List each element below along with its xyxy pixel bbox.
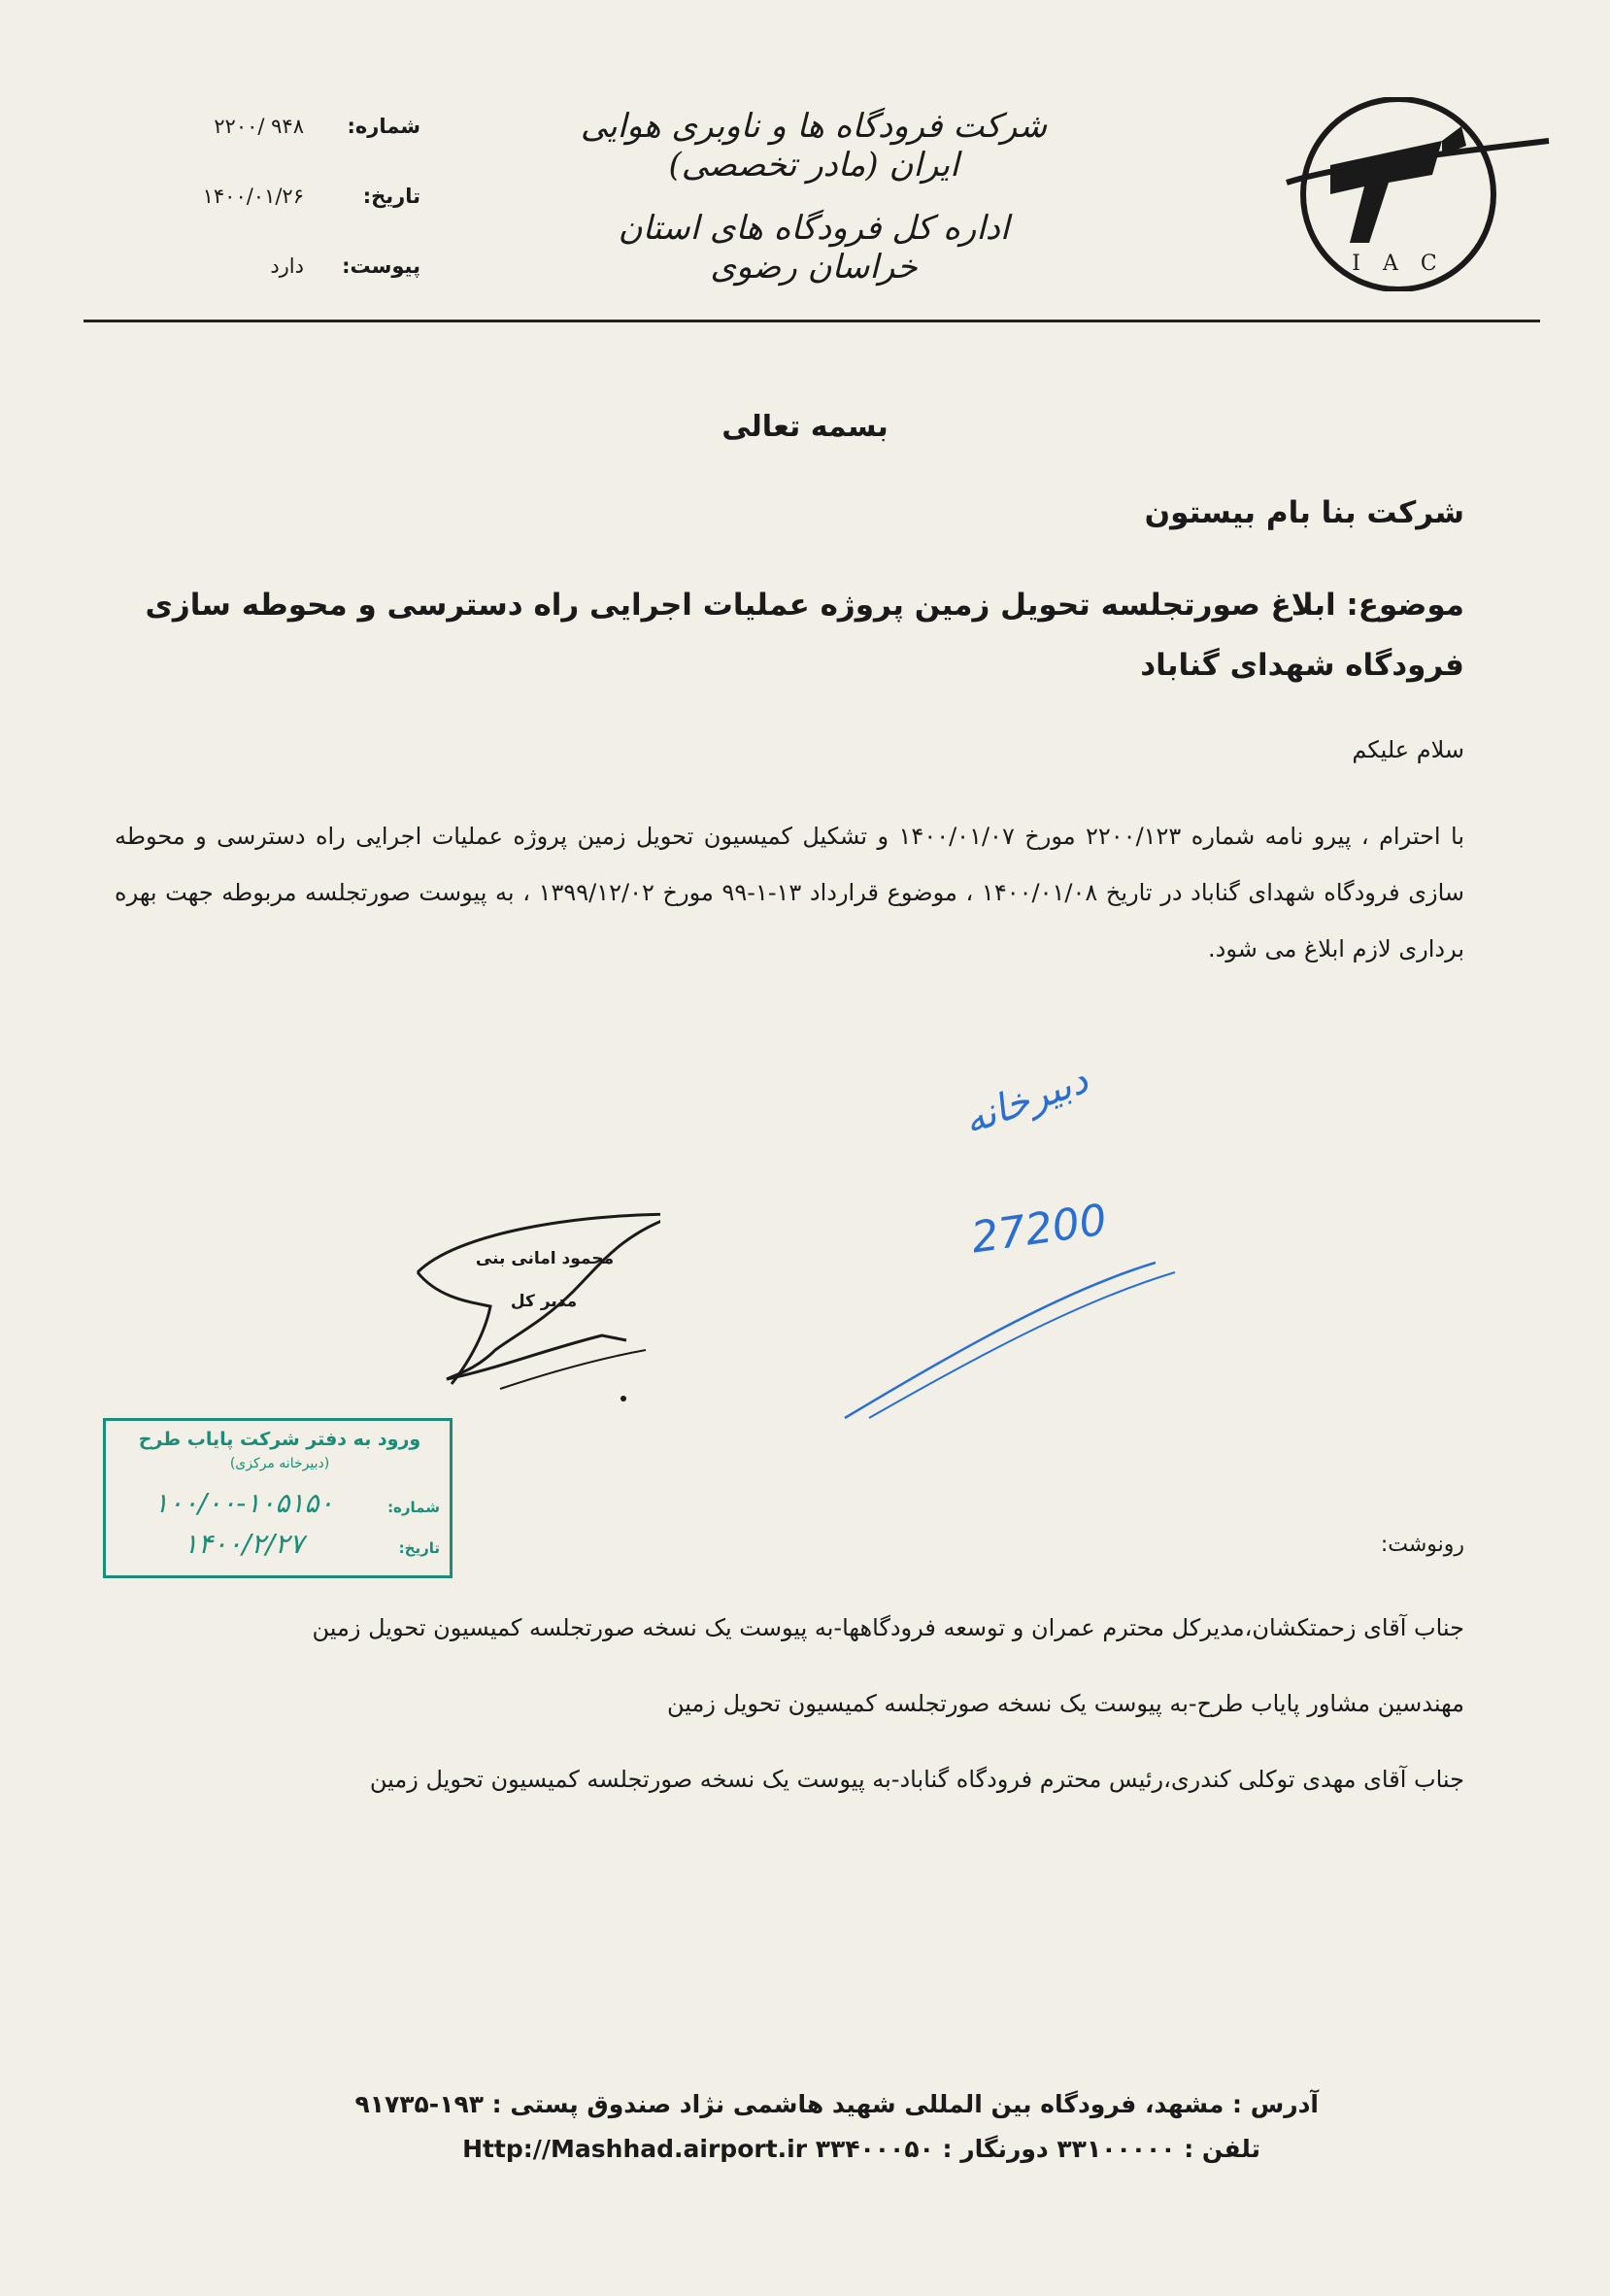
basmala: بسمه تعالی [721, 410, 889, 444]
org-department: اداره کل فرودگاه های استان خراسان رضوی [618, 209, 1010, 287]
attachment-label: پیوست: [342, 254, 420, 278]
footer-contact: تلفن : ۳۳۱۰۰۰۰۰ دورنگار : ۳۳۴۰۰۰۵۰ Http://Mashhad.airport.ir [462, 2135, 1260, 2163]
date-value: ۱۴۰۰/۰۱/۲۶ [202, 185, 304, 208]
header-divider [84, 320, 1540, 322]
copy-item: مهندسین مشاور پایاب طرح-به پیوست یک نسخه صورتجلسه کمیسیون تحویل زمین [666, 1690, 1464, 1717]
iac-logo-icon [1272, 97, 1554, 291]
body-paragraph: با احترام ، پیرو نامه شماره ۲۲۰۰/۱۲۳ مورخ ۱۴۰۰/۰۱/۰۷ و تشکیل کمیسیون تحویل زمین پروژه عملیات اجرایی راه دسترسی و محوطه سازی فرودگاه شهدای گناباد در تاریخ ۱۴۰۰/۰۱/۰۸ ، موضوع قرارداد ۱۳-۱-۹۹ مورخ ۱۳۹۹/۱۲/۰۲ ، به پیوست صورتجلسه مربوطه جهت بهره برداری لازم ابلاغ می شود. [115, 823, 1465, 962]
receipt-stamp [103, 1418, 453, 1578]
signatory-title: مدیر کل [510, 1292, 578, 1311]
org-name: شرکت فرودگاه ها و ناوبری هوایی ایران (مادر تخصصی) [580, 107, 1048, 185]
logo-letters: I A C [1352, 252, 1445, 276]
number-label: شماره: [347, 115, 420, 138]
copies-title: رونوشت: [1380, 1533, 1464, 1557]
number-value: ۲۲۰۰/ ۹۴۸ [214, 115, 304, 138]
stamp-date-value: ۱۴۰۰/۲/۲۷ [183, 1528, 305, 1560]
subject: موضوع: ابلاغ صورتجلسه تحویل زمین پروژه عملیات اجرایی راه دسترسی و محوطه سازی فرودگاه شهدای گناباد [145, 588, 1464, 683]
stamp-subtitle: (دبیرخانه مرکزی) [229, 1456, 330, 1471]
stamp-number-value: ۱۰۰/۰۰-۱۰۵۱۵۰ [153, 1487, 334, 1519]
stamp-number-label: شماره: [387, 1499, 440, 1516]
stamp-date-label: تاریخ: [398, 1539, 440, 1557]
copy-item: جناب آقای زحمتکشان،مدیرکل محترم عمران و توسعه فرودگاهها-به پیوست یک نسخه صورتجلسه کمیسیون تحویل زمین [312, 1614, 1464, 1641]
greeting: سلام علیکم [1352, 736, 1464, 763]
handwritten-note: دبیرخانه [957, 1057, 1094, 1144]
footer-address: آدرس : مشهد، فرودگاه بین المللی شهید هاشمی نژاد صندوق پستی : ۱۹۳-۹۱۷۳۵ [354, 2090, 1319, 2118]
recipient: شرکت بنا بام بیستون [1144, 495, 1464, 530]
copy-item: جناب آقای مهدی توکلی کندری،رئیس محترم فرودگاه گناباد-به پیوست یک نسخه صورتجلسه کمیسیون تحویل زمین [369, 1766, 1464, 1793]
signatory-name: محمود امانی بنی [475, 1249, 615, 1268]
stamp-title: ورود به دفتر شرکت پایاب طرح [138, 1429, 421, 1450]
date-label: تاریخ: [362, 185, 420, 208]
handwritten-code: 27200 [968, 1195, 1110, 1264]
attachment-value: دارد [270, 254, 304, 278]
